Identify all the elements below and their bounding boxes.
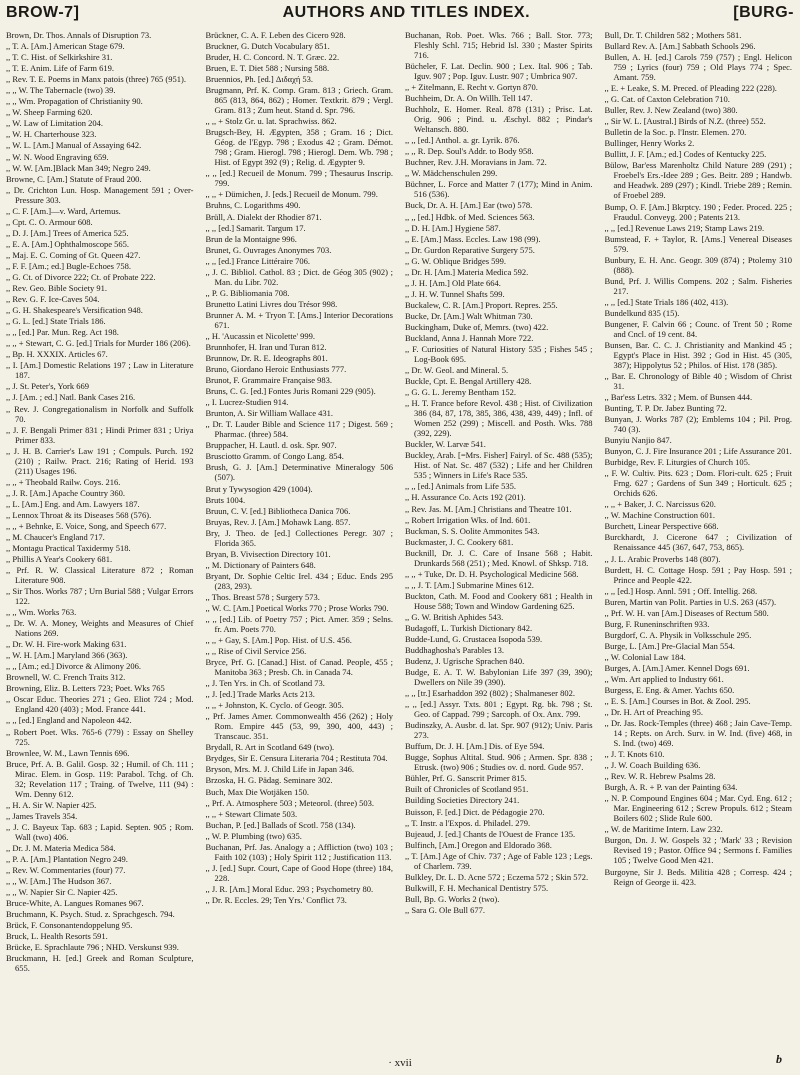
index-entry: Buckman, S. S. Oolite Ammonites 543. [405, 525, 540, 536]
index-entry: Budde-Lund, G. Crustacea Isopoda 539. [405, 633, 543, 644]
index-entry: ,, G. H. Shakespeare's Versification 948. [6, 305, 143, 316]
index-entry: Bull, Dr. T. Children 582 ; Mothers 581. [604, 30, 742, 40]
index-entry: ,, H. A. Sir W. Napier 425. [6, 799, 97, 810]
index-entry: Brut y Tywysogion 429 (1004). [205, 483, 313, 494]
index-entry: Brunnhofer, H. Iran und Turan 812. [205, 341, 327, 352]
index-entry: Buckton, Cath. M. Food and Cookery 681 ; Health in House 588; Town and Window Gardening 625. [405, 590, 593, 611]
index-entry: ,, ,, [ed.] Assyr. Txts. 801 ; Egypt. Rg. bk. 798 ; St. Geo. of Cappad. 799 ; Sarcoph. of Ox. Anx. 799. [405, 699, 593, 720]
index-entry: Burchett, Linear Perspective 668. [604, 521, 719, 532]
index-column-1 [6, 30, 194, 1048]
index-entry: Bullinger, Henry Works 2. [604, 138, 695, 149]
index-entry: Bunsen, Bar. C. C. J. Christianity and Mankind 45 ; Egypt's Place in Hist. 392 ; God in Hist. 45 (305, 387); Hippolytus 52 ; Philos. of Hist. 178 (385). [604, 339, 792, 370]
index-entry: ,, Rev. W. Commentaries (four) 77. [6, 864, 126, 875]
index-entry: ,, ,, + Stolz Gr. u. lat. Sprachwiss. 862. [205, 116, 337, 127]
index-entry: ,, W. H. Charterhouse 323. [6, 129, 97, 140]
index-entry: Budenz, J. Ugrische Sprachen 840. [405, 656, 525, 667]
index-entry: Buren, Martin van Polit. Parties in U.S. 263 (457). [604, 596, 777, 607]
index-entry: ,, ,, [ed.] England and Napoleon 442. [6, 715, 132, 726]
index-entry: ,, Dr. R. Eccles. 29; Ten Yrs.' Conflict 73. [205, 894, 347, 905]
index-entry: ,, Rev. T. E. Poems in Manx patois (three) 765 (951). [6, 74, 186, 85]
index-entry: Bruun, C. V. [ed.] Bibliotheca Danica 706. [205, 505, 351, 516]
index-entry: ,, Dr. Gurdon Reparative Surgery 575. [405, 244, 535, 255]
index-entry: Bruckner, G. Dutch Vocabulary 851. [205, 41, 330, 52]
index-entry: Brzoska, H. G. Pädag. Seminare 302. [205, 775, 333, 786]
index-entry: Bunyan, J. Works 787 (2); Emblems 104 ; Pil. Prog. 740 (3). [604, 414, 792, 435]
index-entry: ,, F. W. Cultiv. Pits. 623 ; Dom. Flori-cult. 625 ; Fruit Frng. 627 ; Gardens of Sun 349 ; Horticult. 625 ; Orchids 626. [604, 468, 792, 499]
index-entry: ,, F. F. [Am.; ed.] Bugle-Echoes 758. [6, 260, 131, 271]
index-entry: ,, J. H. B. Carrier's Law 191 ; Compuls. Purch. 192 (210) ; Railw. Pract. 216; Rating of Herid. 193 (211) Usages 196. [6, 445, 194, 476]
index-entry: ,, ,, [ed.] Hdbk. of Med. Sciences 563. [405, 211, 535, 222]
index-entry: Burgdorf, C. A. Physik in Volksschule 295. [604, 629, 752, 640]
index-entry: Bryson, Mrs. M. J. Child Life in Japan 346. [205, 764, 355, 775]
index-entry: ,, James Travels 354. [6, 810, 78, 821]
index-entry: Building Societies Directory 241. [405, 795, 520, 806]
index-entry: Bump, O. F. [Am.] Bkrptcy. 190 ; Feder. Proced. 225 ; Fraudul. Conveyg. 200 ; Patents 213. [604, 201, 792, 222]
index-entry: ,, ,, + Stewart, C. G. [ed.] Trials for Murder 186 (206). [6, 338, 191, 349]
index-entry: Brusciotto Gramm. of Congo Lang. 854. [205, 451, 344, 462]
index-entry: ,, ,, + Behnke, E. Voice, Song, and Speech 677. [6, 520, 167, 531]
index-entry: Buckle, Cpt. E. Bengal Artillery 428. [405, 376, 532, 387]
index-entry: Brunot, F. Grammaire Française 983. [205, 375, 333, 386]
index-entry: ,, Prf. W. H. van [Am.] Diseases of Rectum 580. [604, 607, 769, 618]
index-entry: Buckmaster, J. C. Cookery 681. [405, 536, 514, 547]
index-entry: ,, T. Instr. a l'Expos. d. Philadel. 279. [405, 817, 531, 828]
index-entry: ,, Prf. R. W. Classical Literature 872 ; Roman Literature 908. [6, 565, 194, 586]
index-column-3 [405, 30, 593, 1048]
index-entry: Burges, A. [Am.] Amer. Kennel Dogs 691. [604, 662, 750, 673]
index-entry: ,, J. W. Coach Building 636. [604, 760, 701, 771]
index-entry: Buckalew, C. R. [Am.] Proport. Repres. 255. [405, 299, 558, 310]
index-entry: ,, Dr. H. [Am.] Materia Medica 592. [405, 266, 529, 277]
index-entry: Brun de la Montaigne 996. [205, 233, 297, 244]
index-entry: ,, G. G. L. Jeremy Bentham 152. [405, 387, 516, 398]
index-entry: Brüll, A. Dialekt der Rhodier 871. [205, 211, 322, 222]
index-entry: ,, W. Law of Limitation 204. [6, 118, 104, 129]
index-entry: ,, ,, [tr.] Esarhaddon 392 (802) ; Shalmaneser 802. [405, 688, 575, 699]
index-entry: ,, E. [Am.] Mass. Eccles. Law 198 (99). [405, 233, 541, 244]
index-entry: Buchan, P. [ed.] Ballads of Scotl. 758 (134). [205, 819, 356, 830]
index-entry: Bruno, Giordano Heroic Enthusiasts 777. [205, 364, 347, 375]
index-entry: ,, M. Dictionary of Painters 648. [205, 559, 316, 570]
index-entry: Bullitt, J. F. [Am.; ed.] Codes of Kentucky 225. [604, 149, 767, 160]
index-entry: Bunyiu Nanjio 847. [604, 435, 672, 446]
index-entry: ,, Oscar Educ. Theories 271 ; Geo. Eliot 724 ; Mod. England 420 (403) ; Mod. France 441. [6, 694, 194, 715]
index-entry: ,, ,, + Dümichen, J. [eds.] Recueil de Monum. 799. [205, 189, 378, 200]
index-entry: ,, ,, [ed.] Revenue Laws 219; Stamp Laws 219. [604, 222, 765, 233]
index-entry: ,, ,, + Johnston, K. Cyclo. of Geogr. 305. [205, 700, 344, 711]
index-entry: Burge, L. [Am.] Pre-Glacial Man 554. [604, 640, 735, 651]
index-entry: Bungener, F. Calvin 66 ; Counc. of Trent 50 ; Rome and Cncl. of 19 cent. 84. [604, 318, 792, 339]
index-entry: Bruder, H. C. Concord. N. T. Græc. 22. [205, 52, 340, 63]
index-entry: Bunyon, C. J. Fire Insurance 201 ; Life Assurance 201. [604, 446, 792, 457]
index-entry: ,, ,, [ed.] Recueil de Monum. 799 ; Thesaurus Inscrip. 799. [205, 168, 393, 189]
index-entry: Bryce, Prf. G. [Canad.] Hist. of Canad. People, 455 ; Manitoba 363 ; Presb. Ch. in Canada 74. [205, 657, 393, 678]
index-entry: ,, ,, + Tuke, Dr. D. H. Psychological Medicine 568. [405, 568, 579, 579]
index-entry: Burckhardt, J. Cicerone 647 ; Civilization of Renaissance 445 (367, 647, 753, 865). [604, 532, 792, 553]
index-entry: ,, Rev. Geo. Bible Society 91. [6, 283, 107, 294]
index-entry: Bumstead, F. + Taylor, R. [Ams.] Venereal Diseases 579. [604, 233, 792, 254]
index-entry: ,, Phillis A Year's Cookery 681. [6, 553, 113, 564]
index-entry: ,, Dr. Jas. Rock-Temples (three) 468 ; Jain Cave-Temp. 14 ; Repts. on Arch. Surv. in W. Ind. (five) 468, in S. Ind. (two) 469. [604, 718, 792, 749]
index-entry: Bruen, E. T. Diet 588 ; Nursing 588. [205, 63, 330, 74]
index-entry: ,, P. G. Bibliomania 708. [205, 287, 290, 298]
index-entry: Bruckmann, H. [ed.] Greek and Roman Sculpture, 655. [6, 953, 194, 974]
index-entry: ,, T. C. Hist. of Selkirkshire 31. [6, 52, 113, 63]
index-entry: ,, ,, Wm. Propagation of Christianity 90. [6, 96, 143, 107]
index-entry: ,, Thos. Breast 578 ; Surgery 573. [205, 591, 320, 602]
index-entry: ,, J. [ed.] Trade Marks Acts 213. [205, 689, 315, 700]
index-entry: ,, W. Mädchenschulen 299. [405, 168, 498, 179]
index-entry: Bruchmann, K. Psych. Stud. z. Sprachgesch. 794. [6, 909, 175, 920]
index-entry: ,, D. J. [Am.] Trees of America 525. [6, 227, 129, 238]
index-entry: ,, Rev. Jas. M. [Am.] Christians and Theatre 101. [405, 503, 572, 514]
index-entry: Buffum, Dr. J. H. [Am.] Dis. of Eye 594. [405, 741, 545, 752]
index-entry: ,, G. Cat. of Caxton Celebration 710. [604, 94, 730, 105]
index-entry: ,, J. L. Arabic Proverbs 148 (807). [604, 553, 721, 564]
index-entry: Bundelkund 835 (15). [604, 307, 680, 318]
index-entry: Buchanan, Prf. Jas. Analogy a ; Affliction (two) 103 ; Faith 102 (103) ; Holy Spirit 112 ; Justification 113. [205, 841, 393, 862]
index-entry: Brownell, W. C. French Traits 312. [6, 672, 126, 683]
index-entry: ,, ,, + Gay, S. [Am.] Pop. Hist. of U.S. 456. [205, 635, 352, 646]
index-entry: Burg, F. Runeninschriften 933. [604, 618, 710, 629]
index-entry: Burbidge, Rev. F. Liturgies of Church 105. [604, 457, 750, 468]
header-left: BROW-7] [6, 4, 80, 21]
header-right: [BURG- [733, 4, 794, 21]
index-entry: Bruennios, Ph. [ed.] Διδαχή 53. [205, 74, 314, 85]
index-entry: Bruhns, C. Logarithms 490. [205, 200, 301, 211]
index-entry: Brown, Dr. Thos. Annals of Disruption 73. [6, 30, 152, 40]
index-entry: ,, Robert Poet. Wks. 765-6 (779) : Essay on Shelley 725. [6, 726, 194, 747]
index-entry: ,, J. H. [Am.] Old Plate 664. [405, 277, 501, 288]
index-entry: ,, J. C. Bayeux Tap. 683 ; Lapid. Septen. 905 ; Rom. Wall (two) 406. [6, 821, 194, 842]
index-entry: ,, Sir W. L. [Austral.] Birds of N.Z. (three) 552. [604, 116, 766, 127]
index-entry: ,, ,, [ed.] Anthol. a. gr. Lyrik. 876. [405, 135, 520, 146]
index-entry: Bull, Bp. G. Works 2 (two). [405, 893, 500, 904]
index-entry: ,, ,, [ed.] Hosp. Annl. 591 ; Off. Intellig. 268. [604, 585, 758, 596]
index-entry: ,, M. Chaucer's England 717. [6, 531, 105, 542]
index-entry: ,, ,, [ed.] France Littéraire 706. [205, 255, 311, 266]
index-entry: ,, Bar. E. Chronology of Bible 40 ; Wisdom of Christ 31. [604, 370, 792, 391]
index-entry: ,, ,, Rise of Civil Service 256. [205, 646, 307, 657]
index-entry: ,, W. W. [Am.]Black Man 349; Negro 249. [6, 162, 151, 173]
index-entry: Brugsch-Bey, H. Ægypten, 358 ; Gram. 16 ; Dict. Géog. de l'Egyp. 798 ; Exodus 42 ; Gram. Démot. 798 ; Gram. Hierogl. 798 ; Hierogl. Dem. Wb. 798 ; Hist. of Egypt 392 (9) ; Relig. d. Ægypter 9. [205, 127, 393, 168]
index-entry: ,, ,, W. [Am.] The Hudson 367. [6, 875, 112, 886]
index-entry: ,, Dr. W. Geol. and Mineral. 5. [405, 365, 509, 376]
index-entry: Bullen, A. H. [ed.] Carols 759 (757) ; Engl. Helicon 759 ; Lyrics (four) 759 ; Old Plays 774 ; Spec. Amant. 759. [604, 52, 792, 83]
index-entry: Bry, J. Theo. de [ed.] Collectiones Peregr. 307 ; Florida 365. [205, 527, 393, 548]
index-entry: ,, J. F. Bengali Primer 831 ; Hindi Primer 831 ; Uriya Primer 833. [6, 424, 194, 445]
index-entry: ,, Rev. G. F. Ice-Caves 504. [6, 294, 100, 305]
index-entry: ,, Lennox Throat & its Diseases 568 (576). [6, 509, 152, 520]
index-entry: ,, Bar'ess Letrs. 332 ; Mem. of Bunsen 444. [604, 391, 753, 402]
index-entry: ,, C. F. [Am.]—v. Ward, Artemus. [6, 205, 121, 216]
index-entry: ,, W. L. [Am.] Manual of Assaying 642. [6, 140, 142, 151]
index-entry: ,, Dr. Crichton Lun. Hosp. Management 591 ; Over-Pressure 303. [6, 184, 194, 205]
index-entry: Bülow, Bar'ess Marenholtz Child Nature 289 (291) ; Froebel's Ers.-Idee 289 ; Ges. Beitr. 289 ; Handwb. and Headwk. 289 (297) ; Kindl. Triebe 289 ; Remin. of Froebel 289. [604, 160, 792, 201]
index-entry: ,, Montagu Practical Taxidermy 518. [6, 542, 131, 553]
running-header [6, 4, 794, 30]
index-entry: ,, Dr. W. H. Fire-work Making 631. [6, 639, 127, 650]
page-number: · xvii [388, 1057, 412, 1069]
index-entry: ,, ,, Wm. Works 763. [6, 607, 77, 618]
index-entry: Burgoyne, Sir J. Beds. Militia 428 ; Corresp. 424 ; Reign of George ii. 423. [604, 866, 792, 887]
index-entry: ,, W. Sheep Farming 620. [6, 107, 93, 118]
index-entry: Bulletin de la Soc. p. l'Instr. Elemen. 270. [604, 127, 747, 138]
index-entry: Bujeaud, J. [ed.] Chants de l'Ouest de France 135. [405, 828, 576, 839]
index-entry: ,, ,, W. The Tabernacle (two) 39. [6, 85, 116, 96]
index-entry: ,, ,, [ed.] Animals from Life 535. [405, 481, 516, 492]
index-entry: Burgh, A. R. + P. van der Painting 634. [604, 782, 738, 793]
index-entry: ,, W. N. Wood Engraving 659. [6, 151, 109, 162]
index-entry: Bucknill, Dr. J. C. Care of Insane 568 ; Habit. Drunkards 568 (251) ; Med. Knowl. of Shksp. 718. [405, 547, 593, 568]
index-entry: Bunting, T. P. Dr. Jabez Bunting 72. [604, 403, 727, 414]
index-entry: Bruck, L. Health Resorts 591. [6, 931, 108, 942]
index-entry: Buchner, Rev. J.H. Moravians in Jam. 72. [405, 157, 547, 168]
index-entry: Built of Chronicles of Scotland 951. [405, 784, 529, 795]
index-entry: Bucke, Dr. [Am.] Walt Whitman 730. [405, 310, 533, 321]
index-entry: Burdett, H. C. Cottage Hosp. 591 ; Pay Hosp. 591 ; Prince and People 422. [604, 564, 792, 585]
index-columns [6, 30, 792, 1048]
index-entry: Brück, F. Consonantendoppelung 95. [6, 920, 133, 931]
index-entry: ,, G. L. [ed.] State Trials 186. [6, 316, 106, 327]
index-entry: ,, J. St. Peter's, York 669 [6, 381, 90, 392]
index-entry: ,, ,, [ed.] Lib. of Poetry 757 ; Pict. Amer. 359 ; Selns. fr. Am. Poets 770. [205, 613, 393, 634]
index-entry: ,, H. T. France before Revol. 438 ; Hist. of Civilization 386 (84, 87, 178, 385, 386, 438, 439, 449) ; Infl. of Women 252 (299) ; Miscell. and Posth. Wks. 788 (392, 229). [405, 398, 593, 439]
index-entry: Büchner, L. Force and Matter 7 (177); Mind in Anim. 516 (536). [405, 179, 593, 200]
index-entry: ,, Robert Irrigation Wks. of Ind. 601. [405, 514, 531, 525]
index-entry: ,, + Zitelmann, E. Recht v. Gortyn 870. [405, 82, 538, 93]
index-entry: Bruns, C. G. [ed.] Fontes Juris Romani 229 (905). [205, 386, 376, 397]
index-column-4 [605, 30, 793, 1048]
index-entry: ,, W. Machine Construction 601. [604, 510, 715, 521]
index-entry: Bunbury, E. H. Anc. Geogr. 309 (874) ; Ptolemy 310 (888). [604, 254, 792, 275]
index-entry: Bruyas, Rev. J. [Am.] Mohawk Lang. 857. [205, 516, 351, 527]
index-entry: Browning, Eliz. B. Letters 723; Poet. Wks 765 [6, 683, 165, 694]
index-entry: Buchanan, Rob. Poet. Wks. 766 ; Ball. Stor. 773; Fleshly Schl. 715; Hebrid Isl. 330 ; Master Spirits 716. [405, 30, 593, 60]
index-entry: Bücheler, F. Lat. Declin. 900 ; Lex. Ital. 906 ; Tab. Iguv. 907 ; Pop. Iguv. Lustr. 907 ; Umbrica 907. [405, 61, 593, 82]
index-entry: ,, ,, J. T. [Am.] Submarine Mines 612. [405, 579, 534, 590]
index-entry: ,, G. W. British Aphides 543. [405, 611, 504, 622]
index-entry: Brunner A. M. + Tryon T. [Ams.] Interior Decorations 671. [205, 309, 393, 330]
index-entry: Brush, G. J. [Am.] Determinative Mineralogy 506 (507). [205, 462, 393, 483]
index-entry: ,, E. A. [Am.] Ophthalmoscope 565. [6, 238, 129, 249]
index-entry: ,, Dr. J. M. Materia Medica 584. [6, 842, 116, 853]
index-entry: Buddhaghosha's Parables 13. [405, 645, 505, 656]
index-entry: ,, W. C. [Am.] Poetical Works 770 ; Prose Works 790. [205, 602, 389, 613]
index-entry: Buller, Rev. J. New Zealand (two) 380. [604, 105, 738, 116]
index-entry: ,, ,, + Baker, J. C. Narcissus 620. [604, 499, 716, 510]
index-entry: Bugge, Sophus Altital. Stud. 906 ; Armen. Spr. 838 ; Etrusk. (two) 906 ; Studies ov. d. nord. Gude 957. [405, 752, 593, 773]
index-entry: ,, Wm. Art applied to Industry 661. [604, 673, 724, 684]
index-entry: Buckler, W. Larvæ 541. [405, 439, 486, 450]
index-entry: ,, H. 'Aucassin et Nicolette' 999. [205, 330, 316, 341]
index-entry: ,, J. [ed.] Supr. Court, Cape of Good Hope (three) 184, 228. [205, 862, 393, 883]
index-entry: Bruce, Prf. A. B. Galil. Gosp. 32 ; Humil. of Ch. 111 ; Mirac. Elem. in Gosp. 119: Parabol. Tchg. of Ch. 32; Revelation 117 ; Traing. of Twelve, 111 (94) : Wm. Denny 612. [6, 758, 194, 799]
index-entry: Brunnow, Dr. R. E. Ideographs 801. [205, 353, 328, 364]
index-entry: ,, W. Colonial Law 184. [604, 651, 686, 662]
index-entry: Bryant, Dr. Sophie Celtic Irel. 434 ; Educ. Ends 295 (283, 293). [205, 570, 393, 591]
index-entry: Buckingham, Duke of, Memrs. (two) 422. [405, 321, 549, 332]
index-entry: Brücke, E. Sprachlaute 796 ; NHD. Verskunst 939. [6, 942, 179, 953]
index-entry: ,, I. Lucrez-Studien 914. [205, 397, 289, 408]
index-entry: ,, J. Ten Yrs. in Ch. of Scotland 73. [205, 678, 325, 689]
index-entry: ,, ,, W. Napier Sir C. Napier 425. [6, 887, 118, 897]
index-entry: Brugmann, Prf. K. Comp. Gram. 813 ; Griech. Gram. 865 (813, 864, 862) ; Homer. Textkrit. 879 ; Vergl. Gram. 813 ; Zum heut. Stand d. Spr. 796. [205, 85, 393, 116]
index-entry: ,, I. [Am.] Domestic Relations 197 ; Law in Literature 187. [6, 360, 194, 381]
index-entry: ,, J. R. [Am.] Moral Educ. 293 ; Psychometry 80. [205, 883, 374, 894]
index-entry: Bulkley, Dr. L. D. Acne 572 ; Eczema 572 ; Skin 572. [405, 871, 589, 882]
index-entry: ,, T. A. [Am.] American Stage 679. [6, 41, 125, 52]
index-entry: ,, ,, [Am.; ed.] Divorce & Alimony 206. [6, 661, 142, 672]
index-entry: ,, ,, [ed.] State Trials 186 (402, 413). [604, 296, 729, 307]
index-entry: ,, E. S. [Am.] Courses in Bot. & Zool. 295. [604, 696, 751, 707]
index-entry: ,, Bp. H. XXXIX. Articles 67. [6, 349, 108, 360]
signature-mark: b [776, 1052, 782, 1066]
index-entry: Brunetto Latini Livres dou Trésor 998. [205, 298, 338, 309]
index-entry: ,, Maj. E. C. Coming of Gt. Queen 427. [6, 249, 141, 260]
index-entry: Burgess, E. Eng. & Amer. Yachts 650. [604, 685, 735, 696]
index-entry: Buckley, Arab. [=Mrs. Fisher] Fairyl. of Sc. 488 (535); Hist. of Nat. Sc. 487 (532) ; Life and her Children 535 ; Winners in Life's Race 535. [405, 450, 593, 481]
index-entry: Burgon, Dn. J. W. Gospels 32 ; 'Mark' 33 ; Revision Revised 19 ; Pastor. Office 94 ; Sermons f. Families 105 ; Twelve Good Men 421. [604, 835, 792, 866]
index-entry: ,, T. E. Anim. Life of Farm 619. [6, 63, 115, 74]
header-title: AUTHORS AND TITLES INDEX. [282, 4, 531, 21]
index-entry: ,, E. + Leake, S. M. Preced. of Pleading 222 (228). [604, 83, 777, 94]
index-entry: ,, G. Ct. of Divorce 222; Ct. of Probate 222. [6, 271, 156, 282]
index-entry: Bühler, Prf. G. Sanscrit Primer 815. [405, 773, 527, 784]
index-entry: ,, D. H. [Am.] Hygiene 587. [405, 222, 501, 233]
index-entry: Budagoff, L. Turkish Dictionary 842. [405, 622, 533, 633]
index-entry: ,, Dr. T. Lauder Bible and Science 117 ; Digest. 569 ; Pharmac. (three) 584. [205, 419, 393, 440]
index-entry: Brydges, Sir E. Censura Literaria 704 ; Restituta 704. [205, 753, 388, 764]
index-entry: Bund, Prf. J. Willis Compens. 202 ; Salm. Fisheries 217. [604, 275, 792, 296]
index-entry: Brownlee, W. M., Lawn Tennis 696. [6, 747, 130, 758]
index-entry: ,, L. [Am.] Eng. and Am. Lawyers 187. [6, 498, 140, 509]
index-entry: ,, Rev. J. Congregationalism in Norfolk and Suffolk 70. [6, 403, 194, 424]
index-entry: Bullard Rev. A. [Am.] Sabbath Schools 296. [604, 41, 756, 52]
index-entry: ,, P. A. [Am.] Plantation Negro 249. [6, 853, 128, 864]
index-entry: ,, J. H. W. Tunnel Shafts 599. [405, 288, 505, 299]
index-entry: ,, Dr. W. A. Money, Weights and Measures of Chief Nations 269. [6, 618, 194, 639]
index-entry: ,, Prf. A. Atmosphere 503 ; Meteorol. (three) 503. [205, 797, 375, 808]
index-entry: ,, T. [Am.] Age of Chiv. 737 ; Age of Fable 123 ; Legs. of Charlem. 739. [405, 850, 593, 871]
index-entry: Buchholz, E. Homer. Real. 878 (131) ; Prisc. Lat. Orig. 906 ; Pind. u. Æschyl. 882 ; Pindar's Weltansch. 880. [405, 104, 593, 135]
index-entry: Bryan, B. Vivisection Directory 101. [205, 548, 331, 559]
index-entry: Buchheim, Dr. A. On Willh. Tell 147. [405, 93, 533, 104]
index-entry: ,, Dr. H. Art of Preaching 95. [604, 707, 703, 718]
index-entry: Bulfinch, [Am.] Oregon and Eldorado 368. [405, 839, 552, 850]
index-entry: ,, W. H. [Am.] Maryland 366 (363). [6, 650, 128, 661]
index-column-2 [206, 30, 394, 1048]
index-entry: Browne, C. [Am.] Statute of Fraud 200. [6, 173, 142, 184]
index-entry: ,, Prf. James Amer. Commonwealth 456 (262) ; Holy Rom. Empire 445 (53, 99, 390, 400, 443) ; Transcauc. 351. [205, 711, 393, 742]
index-entry: Brydall, R. Art in Scotland 649 (two). [205, 742, 335, 753]
index-entry: ,, H. Assurance Co. Acts 192 (201). [405, 492, 526, 503]
index-entry: Buckland, Anna J. Hannah More 722. [405, 333, 534, 344]
index-entry: Bruce-White, A. Langues Romanes 967. [6, 898, 144, 909]
index-entry: ,, J. C. Bibliol. Cathol. 83 ; Dict. de Géog 305 (902) ; Man. du Libr. 702. [205, 266, 393, 287]
index-entry: ,, J. R. [Am.] Apache Country 360. [6, 487, 125, 498]
index-entry: ,, J. T. Knots 610. [604, 749, 665, 760]
index-entry: ,, J. [Am. ; ed.] Natl. Bank Cases 216. [6, 392, 136, 403]
index-entry: ,, N. P. Compound Engines 604 ; Mar. Cyd. Eng. 612 ; Mar. Engineering 612 ; Screw Propuls. 612 ; Steam Boilers 602 ; Slide Rule 600. [604, 793, 792, 824]
index-entry: ,, ,, + Stewart Climate 503. [205, 808, 298, 819]
index-entry: ,, W. de Maritime Intern. Law 232. [604, 824, 723, 835]
index-entry: ,, Rev. W. R. Hebrew Psalms 28. [604, 771, 716, 782]
index-entry: ,, ,, [ed.] Par. Mun. Reg. Act 198. [6, 327, 119, 338]
index-entry: ,, ,, R. Dep. Soul's Addr. to Body 958. [405, 146, 534, 157]
index-entry: Brückner, C. A. F. Leben des Cicero 928. [205, 30, 346, 40]
index-entry: Buisson, F. [ed.] Dict. de Pédagogie 270. [405, 806, 545, 817]
index-entry: Brunet, G. Ouvrages Anonymes 703. [205, 244, 332, 255]
index-entry: Brunton, A. Sir William Wallace 431. [205, 408, 334, 419]
index-entry: ,, ,, + Theobald Railw. Coys. 216. [6, 476, 121, 487]
index-entry: ,, ,, [ed.] Samarit. Targum 17. [205, 222, 306, 233]
index-entry: ,, W. P. Plumbing (two) 635. [205, 830, 302, 841]
index-entry: ,, F. Curiosities of Natural History 535 ; Fishes 545 ; Log-Book 695. [405, 344, 593, 365]
index-entry: Budge, E. A. T. W. Babylonian Life 397 (39, 390); Dwellers on Nile 39 (390). [405, 667, 593, 688]
index-entry: Budinszky, A. Ausbr. d. lat. Spr. 907 (912); Univ. Paris 273. [405, 720, 593, 741]
index-entry: Bruts 1004. [205, 494, 246, 505]
index-entry: Buch, Max Die Wotjäken 150. [205, 786, 310, 797]
index-entry: Bulkwill, F. H. Mechanical Dentistry 575. [405, 882, 549, 893]
index-entry: Bruppacher, H. Lautl. d. osk. Spr. 907. [205, 440, 337, 451]
index-entry: ,, Cpt. C. O. Armour 608. [6, 216, 93, 227]
index-entry: ,, Sara G. Ole Bull 677. [405, 904, 486, 915]
index-entry: ,, G. W. Oblique Bridges 599. [405, 255, 507, 266]
index-entry: ,, Sir Thos. Works 787 ; Urn Burial 588 ; Vulgar Errors 122. [6, 586, 194, 607]
index-entry: Buck, Dr. A. H. [Am.] Ear (two) 578. [405, 200, 533, 211]
